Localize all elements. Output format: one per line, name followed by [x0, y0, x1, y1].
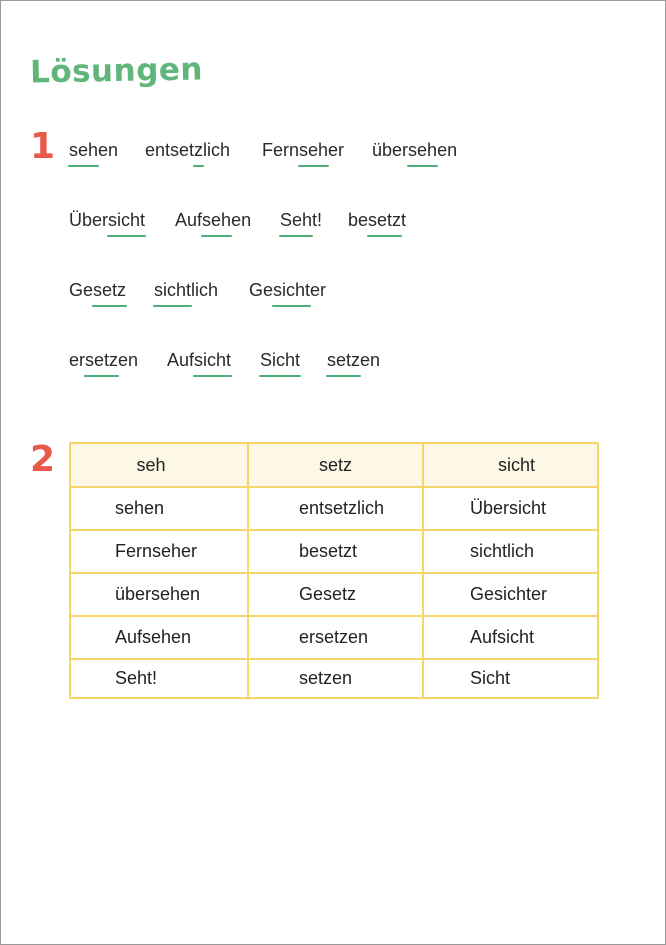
stem-underline: setz	[368, 210, 402, 230]
word: übersehen	[372, 140, 458, 160]
table-row	[71, 531, 597, 574]
word: entsetzlich	[145, 140, 231, 160]
stem-underline: sicht	[273, 280, 311, 300]
table-cell: Sicht	[422, 660, 597, 697]
word: setzen	[327, 350, 381, 370]
word: sichtlich	[154, 280, 219, 300]
exercise-1-number: 1	[30, 126, 56, 167]
stem-underline: setz	[85, 350, 119, 370]
table-cell: Übersicht	[422, 488, 597, 529]
table-header-cell: setz	[247, 444, 422, 486]
table-cell: besetzt	[247, 531, 422, 572]
word: Seht!	[280, 210, 323, 230]
word	[260, 350, 300, 371]
word: Gesichter	[249, 280, 327, 300]
table-cell: setzen	[247, 660, 422, 697]
stem-underline: seh	[69, 140, 99, 160]
table-header-row	[71, 444, 597, 488]
word: Übersicht	[69, 210, 146, 230]
table-cell: Aufsicht	[422, 617, 597, 658]
table-header-cell: seh	[136, 454, 166, 475]
table-cell: Seht!	[115, 668, 158, 688]
stem-underline: seh	[299, 140, 329, 160]
table-cell: übersehen	[115, 584, 201, 604]
word: Aufsicht	[167, 350, 232, 370]
stem-underline: sicht	[194, 350, 232, 370]
stem-underline: seh	[408, 140, 438, 160]
table-cell: Aufsehen	[115, 627, 192, 647]
stem-underline: seh	[202, 210, 232, 230]
table-cell: entsetzlich	[247, 488, 422, 529]
page-title: Lösungen	[29, 51, 204, 91]
word: besetzt	[348, 210, 407, 230]
stem-underline: sicht	[154, 280, 192, 300]
stem-underline: setz	[93, 280, 127, 300]
word: sehen	[69, 140, 119, 160]
table-cell: Gesetz	[247, 574, 422, 615]
stem-underline: setz	[327, 350, 361, 370]
stem-underline: Sicht	[260, 350, 301, 370]
table-cell: sehen	[115, 498, 165, 518]
table-row	[71, 660, 597, 697]
stem-underline: sicht	[108, 210, 146, 230]
table-header-cell: sicht	[422, 444, 597, 486]
table-row	[71, 617, 597, 660]
exercise-2-number: 2	[30, 439, 56, 480]
word: Fernseher	[262, 140, 345, 160]
stem-underline: z	[194, 140, 204, 160]
stem-underline: Seh	[280, 210, 313, 230]
table-row	[71, 488, 597, 531]
table-cell: Fernseher	[115, 541, 198, 561]
word: Aufsehen	[175, 210, 252, 230]
table-cell: sichtlich	[422, 531, 597, 572]
word: Gesetz	[69, 280, 127, 300]
word: ersetzen	[69, 350, 139, 370]
table-cell: Gesichter	[422, 574, 597, 615]
table-row	[71, 574, 597, 617]
table-cell: ersetzen	[247, 617, 422, 658]
word-family-table	[69, 442, 599, 699]
